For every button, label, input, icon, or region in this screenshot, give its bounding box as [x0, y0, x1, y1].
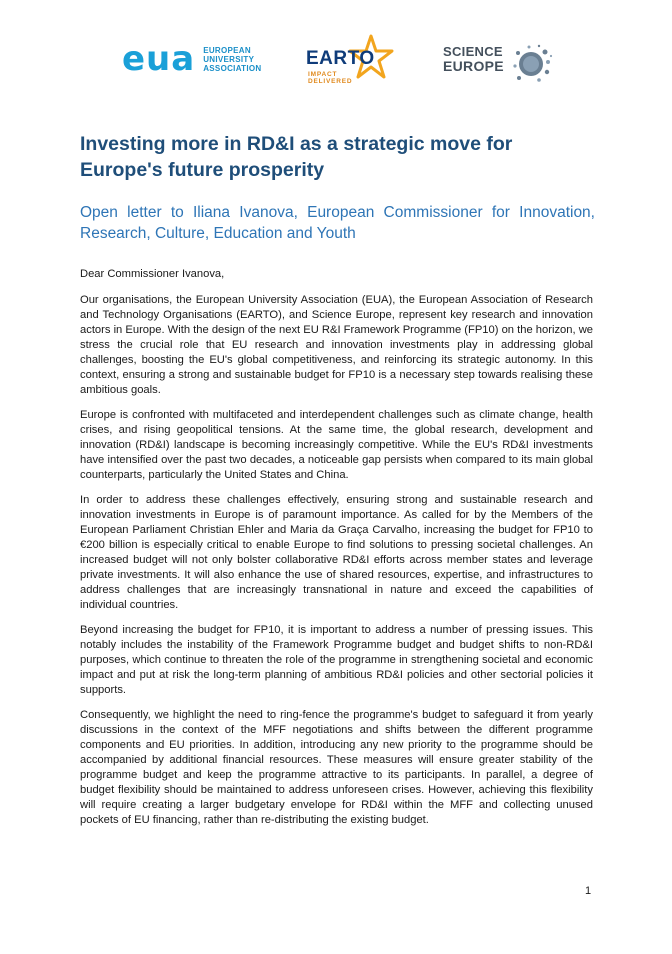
science-europe-line: SCIENCE — [443, 44, 503, 59]
logo-bar — [0, 34, 672, 94]
paragraph: Consequently, we highlight the need to ring-fence the programme's budget to safeguard it from yearly discussions in the context of the MFF negotiations and shifts between the different programme components and EU priorities. In addition, introducing any new priority to the programme should be accompanied by additional financial resources. These measures will ensure greater stability of the programme budget and keep the programme attractive to its participants. In parallel, a degree of budget flexibility should be maintained to address unforeseen crises. However, achieving this flexibility will require creating a larger budgetary envelope for RD&I within the MFF and collecting unused pockets of EU financing, rather than re-distributing the existing budget. — [80, 709, 593, 826]
earto-tagline-line: DELIVERED — [308, 78, 353, 85]
paragraph: In order to address these challenges effectively, ensuring strong and sustainable research and innovation investments in Europe is of paramount importance. As called for by the Members of the European Parliament Christian Ehler and Maria da Graça Carvalho, increasing the budget for FP10 to €200 billion is especially critical to enable Europe to find solutions to pressing societal challenges. An increased budget will not only bolster collaborative RD&I efforts across member states and leverage private investments. It will also enhance the use of shared resources, expertise, and infrastructures to address challenges that are increasingly transnational in nature and exceed the capabilities of individual countries. — [80, 494, 593, 611]
science-europe-line: EUROPE — [443, 58, 504, 74]
letter-body — [80, 267, 593, 838]
eua-wordmark: eua — [122, 39, 196, 79]
globe-dots-icon — [509, 42, 553, 86]
eua-line: EUROPEAN — [203, 45, 251, 55]
earto-tagline-line: IMPACT — [308, 71, 338, 78]
eua-logo-text — [203, 46, 261, 73]
science-europe-logo — [443, 42, 553, 86]
eua-line: ASSOCIATION — [203, 63, 262, 73]
paragraph: Europe is confronted with multifaceted and interdependent challenges such as climate change, health crises, and rising geopolitical tensions. At the same time, the global research, development and innovation (RD&I) landscape is becoming increasingly competitive. While the EU's RD&I investments have intensified over the past two decades, a noticeable gap persists when compared to its main global counterparts, particularly the United States and China. — [80, 409, 593, 481]
earto-logo — [304, 34, 404, 94]
eua-logo — [122, 39, 262, 79]
greeting: Dear Commissioner Ivanova, — [80, 268, 225, 280]
paragraph: Beyond increasing the budget for FP10, it is important to address a number of pressing issues. This notably includes the instability of the Framework Programme budget and budget shifts to non-RD&I purposes, which continue to threaten the role of the programme in strengthening societal and economic impact and put at risk the long-term planning of ambitious RD&I policies and other sectorial policies it supports. — [80, 624, 593, 696]
eua-line: UNIVERSITY — [203, 54, 255, 64]
paragraph: Our organisations, the European University Association (EUA), the European Association of Research and Technology Organisations (EARTO), and Science Europe, represent key research and innovation actors in Europe. With the design of the next EU R&I Framework Programme (FP10) on the horizon, we stress the crucial role that EU research and innovation investments play in addressing global challenges, boosting the EU's global competitiveness, and reinforcing its strategic autonomy. In this context, ensuring a strong and sustainable budget for FP10 is a necessary step towards realising these ambitious goals. — [80, 294, 593, 396]
science-europe-wordmark — [443, 44, 504, 74]
earto-tagline — [308, 71, 352, 85]
page-number: 1 — [585, 885, 592, 897]
document-title: Investing more in RD&I as a strategic move for Europe's future prosperity — [80, 133, 513, 181]
document-subtitle: Open letter to Iliana Ivanova, European Commissioner for Innovation, Research, Culture, Education and Youth — [80, 204, 595, 242]
earto-wordmark: EARTO — [306, 48, 375, 69]
